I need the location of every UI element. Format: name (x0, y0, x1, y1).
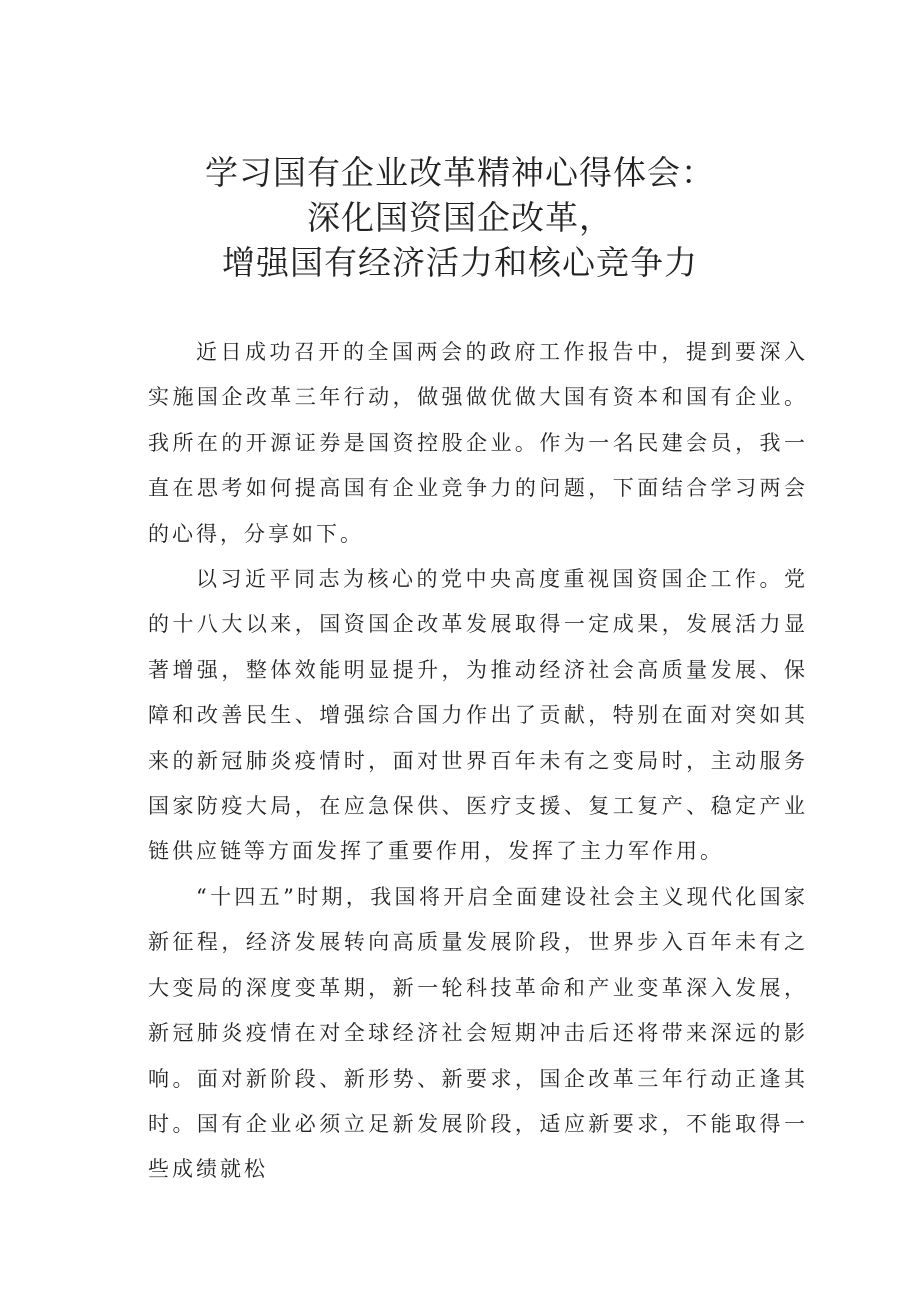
paragraph-2: 以习近平同志为核心的党中央高度重视国资国企工作。党的十八大以来，国资国企改革发展取得一定成果，发展活力显著增强，整体效能明显提升，为推动经济社会高质量发展、保障和改善民生、增强综合国力作出了贡献，特别在面对突如其来的新冠肺炎疫情时，面对世界百年未有之变局时，主动服务国家防疫大局，在应急保供、医疗支援、复工复产、稳定产业链供应链等方面发挥了重要作用，发挥了主力军作用。 (148, 567, 808, 864)
paragraph-3: “十四五”时期，我国将开启全面建设社会主义现代化国家新征程，经济发展转向高质量发展阶段，世界步入百年未有之大变局的深度变革期，新一轮科技革命和产业变革深入发展，新冠肺炎疫情在对全球经济社会短期冲击后还将带来深远的影响。面对新阶段、新形势、新要求，国企改革三年行动正逢其时。国有企业必须立足新发展阶段，适应新要求，不能取得一些成绩就松 (148, 884, 808, 1182)
document-title (120, 150, 800, 285)
paragraph-1: 近日成功召开的全国两会的政府工作报告中，提到要深入实施国企改革三年行动，做强做优做大国有资本和国有企业。我所在的开源证券是国资控股企业。作为一名民建会员，我一直在思考如何提高国有企业竞争力的问题，下面结合学习两会的心得，分享如下。 (148, 340, 808, 546)
title-line-2: 深化国资国企改革， (307, 198, 613, 237)
document-body (148, 330, 808, 1193)
title-line-1: 学习国有企业改革精神心得体会： (205, 153, 715, 192)
title-line-3: 增强国有经济活力和核心竞争力 (222, 243, 698, 282)
